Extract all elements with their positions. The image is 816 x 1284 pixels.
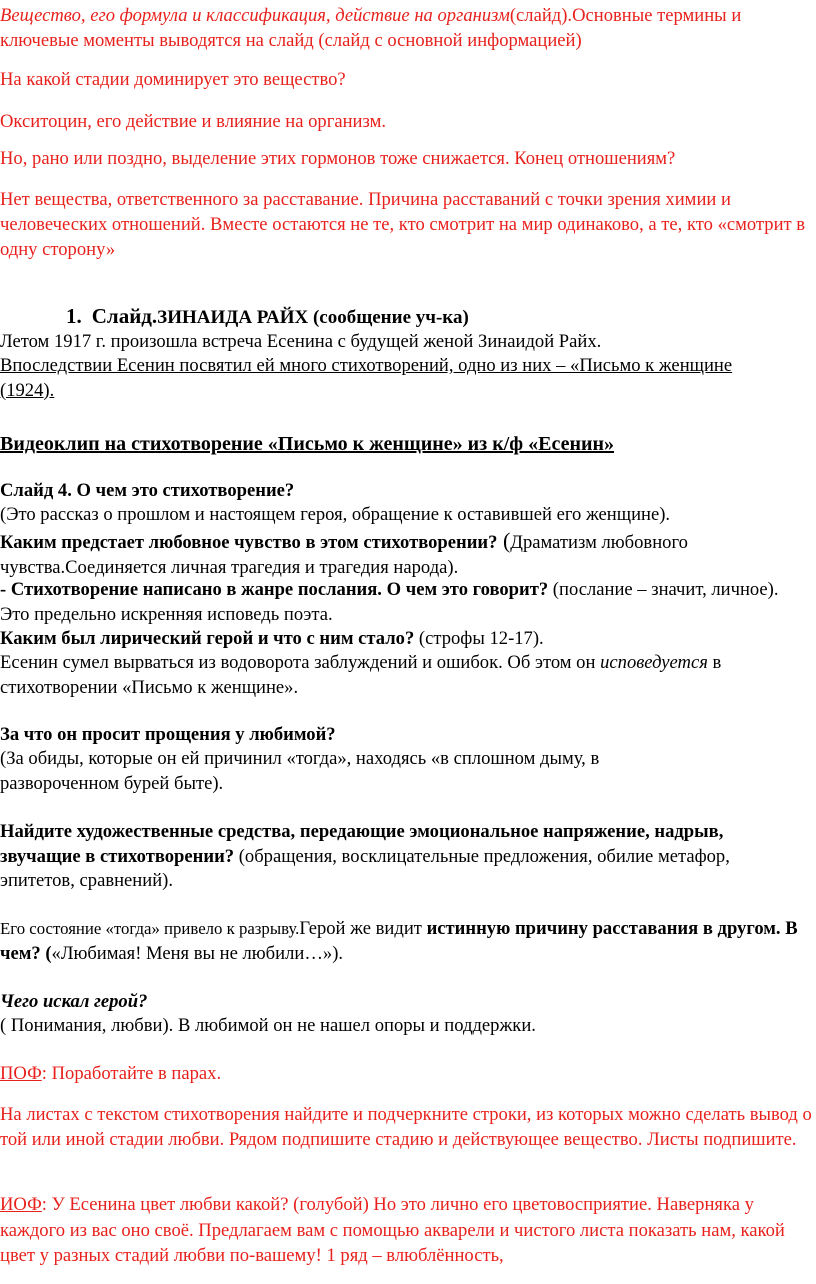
intro-paragraph-1 <box>0 4 812 53</box>
intro-p1-italic: Вещество, его формула и классификация, действие на организм <box>0 5 510 26</box>
slide1-title: Слайд. <box>91 304 158 328</box>
slide1-line1: Летом 1917 г. произошла встреча Есенина с будущей женой Зинаидой Райх. <box>0 331 602 352</box>
slide4-q2-answer: Драматизм любовного чувства.Соединяется личная трагедия и трагедия народа). <box>0 532 688 578</box>
forgive-answer: (За обиды, которые он ей причинил «тогда», находясь «в сплошном дыму, в развороченном бурей быте). <box>0 748 600 794</box>
seek-question: Чего искал герой? <box>0 991 148 1012</box>
iof-text: : У Есенина цвет любви какой? (голубой) Но это лично его цветовосприятие. Наверняка у каждого из вас оно своё. Предлагаем вам с помощью акварели и чистого листа показать нам, какой цвет у разных стадий любви по-вашему! 1 ряд – влюблённость, <box>0 1194 785 1266</box>
pof-paragraph <box>0 1062 812 1087</box>
intro-paragraph-2: На какой стадии доминирует это вещество? <box>0 69 346 90</box>
slide4-question-3 <box>0 578 812 627</box>
forgive-question: За что он просит прощения у любимой? <box>0 724 336 745</box>
slide1-heading <box>66 304 806 331</box>
means-paragraph <box>0 820 770 894</box>
intro-p1-rest: (слайд).Основные термины и ключевые моменты выводятся на слайд (слайд с основной информацией) <box>0 5 742 51</box>
slide4-q4-text-italic: исповедуется <box>600 652 708 673</box>
state-answer: «Любимая! Меня вы не любили…»). <box>51 942 344 964</box>
pof-label: ПОФ <box>0 1063 42 1084</box>
state-normal: Герой же видит <box>299 918 427 939</box>
slide4-q3-answer: (послание – значит, личное). Это предельно искренняя исповедь поэта. <box>0 579 779 625</box>
slide1-line2: Впоследствии Есенин посвятил ей много стихотворений, одно из них – «Письмо к женщине (1924). <box>0 355 733 401</box>
intro-paragraph-4: Но, рано или поздно, выделение этих гормонов тоже снижается. Конец отношениям? <box>0 148 676 169</box>
slide4-q3: - Стихотворение написано в жанре послания. О чем это говорит? <box>0 579 549 600</box>
state-small: Его состояние «тогда» привело к разрыву. <box>0 919 300 938</box>
intro-paragraph-3: Окситоцин, его действие и влияние на организм. <box>0 111 387 132</box>
slide4-q4: Каким был лирический герой и что с ним стало? <box>0 628 415 649</box>
slide4-q2-paren: ( <box>497 528 511 553</box>
iof-label: ИОФ <box>0 1194 42 1215</box>
seek-answer: ( Понимания, любви). В любимой он не нашел опоры и поддержки. <box>0 1015 536 1036</box>
slide4-answer: (Это рассказ о прошлом и настоящем героя, обращение к оставившей его женщине). <box>0 504 671 525</box>
pof-task: На листах с текстом стихотворения найдите и подчеркните строки, из которых можно сделать вывод о той или иной стадии любви. Рядом подпишите стадию и действующее вещество. Листы подпишите. <box>0 1104 812 1150</box>
slide4-q4-text-b: в стихотворении «Письмо к женщине». <box>0 652 722 698</box>
state-bold: истинную причину расставания в другом. В чем? ( <box>0 918 798 964</box>
iof-paragraph <box>0 1192 812 1269</box>
slide4-question-4 <box>0 627 812 652</box>
intro-paragraph-5: Нет вещества, ответственного за расставание. Причина расставаний с точки зрения химии и человеческих отношений. Вместе остаются не те, кто смотрит на мир одинаково, а те, кто «смотрит в одну сторону» <box>0 189 806 260</box>
slide4-q4-text-a: Есенин сумел вырваться из водоворота заблуждений и ошибок. Об этом он <box>0 652 601 673</box>
slide4-q4-answer: (строфы 12-17). <box>414 628 544 649</box>
slide1-number: 1. <box>66 304 82 328</box>
slide4-question-2 <box>0 529 790 580</box>
means-question: Найдите художественные средства, передающие эмоциональное напряжение, надрыв, звучащие в стихотворении? <box>0 821 724 867</box>
slide4-heading: Слайд 4. О чем это стихотворение? <box>0 480 295 501</box>
video-heading: Видеоклип на стихотворение «Письмо к женщине» из к/ф «Есенин» <box>0 433 615 455</box>
slide4-q2: Каким предстает любовное чувство в этом стихотворении? <box>0 532 498 553</box>
slide1-name: ЗИНАИДА РАЙХ (сообщение уч-ка) <box>157 307 469 328</box>
means-answer: (обращения, восклицательные предложения, обилие метафор, эпитетов, сравнений). <box>0 845 730 891</box>
state-paragraph <box>0 917 816 966</box>
pof-text: : Поработайте в парах. <box>41 1063 222 1084</box>
slide4-q4-text <box>0 651 800 700</box>
